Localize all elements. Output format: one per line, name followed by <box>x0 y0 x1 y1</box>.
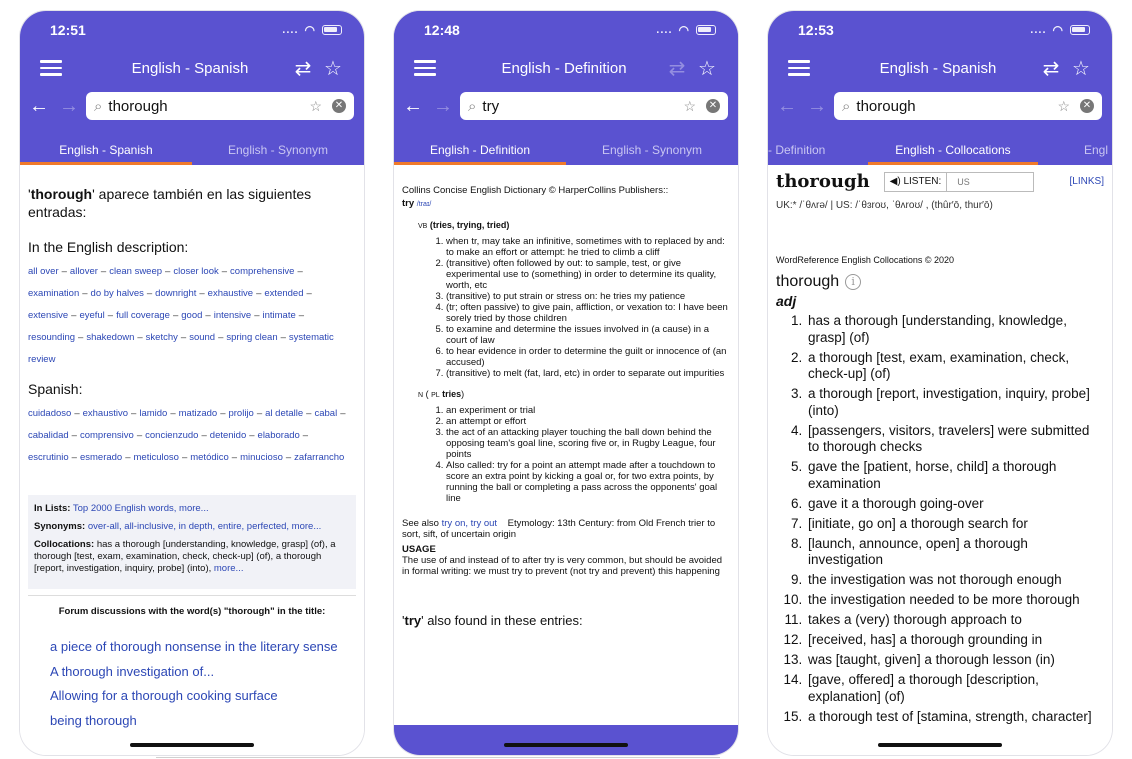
separator: – <box>306 408 312 419</box>
search-query[interactable]: thorough <box>108 97 168 115</box>
back-arrow-icon[interactable]: ← <box>403 94 423 117</box>
forum-link[interactable]: being thorough <box>50 712 137 728</box>
word-link[interactable]: exhaustive <box>207 288 254 299</box>
collocation-item: 10. the investigation needed to be more thorough <box>806 592 1104 609</box>
separator: – <box>181 452 188 463</box>
separator: – <box>254 310 260 321</box>
search-input[interactable] <box>834 92 1102 120</box>
battery-icon <box>322 25 342 35</box>
word-link[interactable]: meticuloso <box>133 452 179 463</box>
word-link[interactable]: comprensivo <box>79 430 134 441</box>
word-link[interactable]: extensive <box>28 310 69 321</box>
cellular-icon: .... <box>1030 24 1047 36</box>
word-link[interactable]: shakedown <box>86 332 135 343</box>
back-arrow-icon[interactable]: ← <box>29 94 49 117</box>
separator: – <box>285 452 292 463</box>
word-link[interactable]: cabal <box>314 408 338 419</box>
separator: – <box>218 332 224 343</box>
collocation-item: 8. [launch, announce, open] a thorough investigation <box>806 536 1104 569</box>
see-also-links[interactable]: try on, try out <box>441 518 498 529</box>
forward-arrow-icon[interactable]: → <box>59 94 79 117</box>
dictionary-title[interactable]: English - Definition <box>501 59 627 77</box>
separator: – <box>306 288 312 299</box>
separator: – <box>231 452 238 463</box>
search-query[interactable]: thorough <box>856 97 916 115</box>
search-row <box>394 87 738 125</box>
word-link[interactable]: systematic review <box>28 332 334 365</box>
word-link[interactable]: concienzudo <box>145 430 199 441</box>
separator: – <box>199 288 205 299</box>
status-time: 12:53 <box>798 22 834 38</box>
word-link[interactable]: matizado <box>178 408 218 419</box>
swap-languages-icon[interactable]: ⇄ <box>294 57 312 80</box>
menu-icon[interactable] <box>40 60 62 76</box>
collocation-item: 3. a thorough [report, investigation, inquiry, probe] (into) <box>806 386 1104 419</box>
noun-definition: 1. an experiment or trial <box>446 405 730 416</box>
cellular-icon: .... <box>282 24 299 36</box>
noun-definition: 2. an attempt or effort <box>446 416 730 427</box>
dictionary-tabs <box>768 135 1112 165</box>
word-link[interactable]: all over <box>28 266 59 277</box>
part-of-speech: adj <box>776 293 797 309</box>
search-icon: ⌕ <box>468 97 477 115</box>
tab-english-synonym[interactable]: English - Synonym <box>601 143 703 157</box>
collocation-item: 11. takes a (very) thorough approach to <box>806 612 1104 629</box>
collocation-item: 15. a thorough test of [stamina, strength, character] <box>806 709 1104 726</box>
collocation-item: 1. has a thorough [understanding, knowledge, grasp] (of) <box>806 313 1104 346</box>
divider <box>156 757 720 758</box>
word-link[interactable]: do by halves <box>90 288 144 299</box>
word-link[interactable]: intensive <box>213 310 252 321</box>
search-icon: ⌕ <box>94 97 103 115</box>
dictionary-tabs <box>20 135 364 165</box>
synonyms: Synonyms: over-all, all-inclusive, in depth, entire, perfected, more... <box>34 521 322 532</box>
verb-definition: 3. (transitive) to put strain or stress on: he tries my patience <box>446 291 730 302</box>
verb-definitions <box>402 236 730 379</box>
status-bar <box>394 11 738 49</box>
synonyms-link[interactable]: over-all, all-inclusive, in depth, entire, perfected, more... <box>87 521 322 532</box>
separator: – <box>125 452 131 463</box>
etymology: Etymology: 13th Century: from Old French trier to sort, sift, of uncertain origin <box>402 518 716 540</box>
also-found-heading: 'thorough' aparece también en las siguientes entradas: <box>28 186 312 220</box>
usage-heading: USAGE <box>402 544 436 555</box>
separator: – <box>100 266 107 277</box>
collocation-item: 4. [passengers, visitors, travelers] were submitted to thorough checks <box>806 423 1104 456</box>
search-input[interactable] <box>460 92 728 120</box>
phone-english-collocations <box>768 11 1112 755</box>
word-link[interactable]: metódico <box>190 452 229 463</box>
forward-arrow-icon[interactable]: → <box>807 94 827 117</box>
status-time: 12:51 <box>50 22 86 38</box>
info-icon[interactable]: i <box>845 274 861 290</box>
tab-english-collocations[interactable]: English - Collocations <box>868 135 1038 165</box>
verb-definition: 7. (transitive) to melt (fat, lard, etc) in order to separate out impurities <box>446 368 730 379</box>
battery-icon <box>1070 25 1090 35</box>
wifi-icon: ◠ <box>678 23 690 37</box>
noun-definition: 3. the act of an attacking player touching the ball down behind the opposing team's goal line, scoring five or, in Rugby League, four points <box>446 427 730 460</box>
speaker-icon: ◀) <box>889 175 901 187</box>
word-link[interactable]: comprehensive <box>230 266 295 277</box>
nav-bar <box>768 49 1112 87</box>
status-bar <box>768 11 1112 49</box>
separator: – <box>340 408 346 419</box>
wifi-icon: ◠ <box>304 23 316 37</box>
tab-english-spanish[interactable]: English - Spanish <box>20 135 192 165</box>
tab-english-next[interactable]: Engl <box>1083 143 1108 157</box>
dictionary-title[interactable]: English - Spanish <box>131 59 249 77</box>
word-link[interactable]: resounding <box>28 332 76 343</box>
dictionary-tabs <box>394 135 738 165</box>
source-credit: WordReference English Collocations © 2020 <box>776 255 955 265</box>
bookmark-star-icon[interactable]: ☆ <box>309 97 322 114</box>
usage-text: The use of and instead of to after try is very common, but should be avoided in formal writing: we must try to prevent (not try and prevent) this happening <box>402 555 723 577</box>
separator: – <box>256 408 263 419</box>
collocation-list <box>776 313 1104 725</box>
noun-heading: N ( PL tries) <box>418 389 465 399</box>
separator: – <box>249 430 255 441</box>
collocations: Collocations: has a thorough [understanding, knowledge, grasp] (of), a thorough [test, exam, examination, check, check-up] (of), a thorough [report, investigation, inquiry, probe] (into), more... <box>34 539 336 574</box>
separator: – <box>172 310 179 321</box>
status-bar <box>20 11 364 49</box>
status-time: 12:48 <box>424 22 460 38</box>
entry-header <box>776 171 1104 192</box>
word-link[interactable]: good <box>181 310 203 321</box>
separator: – <box>74 408 80 419</box>
separator: – <box>205 310 211 321</box>
accent-select[interactable]: US <box>957 176 970 187</box>
entry-headword: try /traɪ/ <box>402 198 432 209</box>
word-link[interactable]: downright <box>155 288 197 299</box>
home-indicator <box>878 743 1002 747</box>
word-link[interactable]: closer look <box>173 266 219 277</box>
see-also: See also try on, try out Etymology: 13th Century: from Old French trier to sort, sift, of uncertain origin <box>402 518 716 540</box>
noun-definitions <box>402 405 730 504</box>
top-bar <box>394 11 738 165</box>
separator: – <box>131 408 137 419</box>
pronunciation: UK:* /ˈθʌrə/ | US: /ˈθɜroʊ, ˈθʌroʊ/ , (thûr′ō, thur′ō) <box>776 200 993 211</box>
phone-english-spanish <box>20 11 364 755</box>
top-bar <box>20 11 364 165</box>
spanish-heading: Spanish: <box>28 381 83 397</box>
word-link[interactable]: al detalle <box>265 408 304 419</box>
word-link[interactable]: spring clean <box>226 332 278 343</box>
status-icons <box>282 23 342 37</box>
word-link[interactable]: eyeful <box>79 310 105 321</box>
listen-button[interactable]: ◀) LISTEN: <box>885 173 948 191</box>
results-content <box>20 165 364 755</box>
in-lists-link[interactable]: Top 2000 English words, more... <box>72 503 209 514</box>
separator: – <box>298 310 305 321</box>
collocations-content <box>768 165 1112 755</box>
separator: – <box>146 288 153 299</box>
word-link[interactable]: elaborado <box>257 430 300 441</box>
forum-link[interactable]: Allowing for a thorough cooking surface <box>50 688 278 703</box>
wifi-icon: ◠ <box>1052 23 1064 37</box>
collocation-item: 6. gave it a thorough going-over <box>806 496 1104 513</box>
verb-definition: 6. to hear evidence in order to determine the guilt or innocence of (an accused) <box>446 346 730 368</box>
battery-icon <box>696 25 716 35</box>
word-link[interactable]: exhaustivo <box>82 408 129 419</box>
word-link[interactable]: examination <box>28 288 80 299</box>
forum-links <box>28 617 356 733</box>
cellular-icon: .... <box>656 24 673 36</box>
nav-bar <box>394 49 738 87</box>
word-link[interactable]: prolijo <box>228 408 254 419</box>
separator: – <box>302 430 309 441</box>
search-row <box>768 87 1112 125</box>
verb-heading: VB (tries, trying, tried) <box>418 220 510 230</box>
separator: – <box>201 430 207 441</box>
collocation-headword: thorough i <box>776 273 1104 291</box>
tab-english-synonym[interactable]: English - Synonym <box>227 143 329 157</box>
search-input[interactable] <box>86 92 354 120</box>
back-arrow-icon[interactable]: ← <box>777 94 797 117</box>
favorite-star-icon[interactable]: ☆ <box>1072 57 1090 80</box>
top-bar <box>768 11 1112 165</box>
listen-control[interactable] <box>884 172 1035 192</box>
dictionary-title[interactable]: English - Spanish <box>879 59 997 77</box>
home-indicator <box>504 743 628 747</box>
menu-icon[interactable] <box>788 60 810 76</box>
word-link[interactable]: full coverage <box>116 310 170 321</box>
verb-definition: 1. when tr, may take an infinitive, sometimes with to replaced by and: to make an effort or attempt: he tried to climb a cliff <box>446 236 730 258</box>
separator: – <box>165 266 171 277</box>
word-link[interactable]: allover <box>69 266 98 277</box>
separator: – <box>71 310 77 321</box>
swap-languages-icon[interactable]: ⇄ <box>1042 57 1060 80</box>
tab-definition[interactable]: - Definition <box>768 143 826 157</box>
collocation-item: 9. the investigation was not thorough enough <box>806 572 1104 589</box>
english-description-heading: In the English description: <box>28 239 189 255</box>
separator: – <box>71 452 77 463</box>
word-link[interactable]: extended <box>264 288 304 299</box>
spanish-word-list <box>28 403 356 469</box>
search-icon: ⌕ <box>842 97 851 115</box>
bookmark-star-icon[interactable]: ☆ <box>1057 97 1070 114</box>
separator: – <box>136 430 143 441</box>
forward-arrow-icon[interactable]: → <box>433 94 453 117</box>
word-link[interactable]: cabalidad <box>28 430 69 441</box>
verb-definition: 4. (tr; often passive) to give pain, affliction, or vexation to: I have been sorely tried by those children <box>446 302 730 324</box>
separator: – <box>61 266 67 277</box>
collocation-item: 13. was [taught, given] a thorough lesson (in) <box>806 652 1104 669</box>
entry-headword: thorough <box>776 171 870 192</box>
favorite-star-icon[interactable]: ☆ <box>698 57 716 80</box>
english-word-list <box>28 261 356 371</box>
word-link[interactable]: cuidadoso <box>28 408 72 419</box>
also-found-heading: 'try' also found in these entries: <box>402 613 583 628</box>
swap-languages-icon[interactable]: ⇄ <box>668 57 686 80</box>
verb-definition: 5. to examine and determine the issues involved in (a cause) in a court of law <box>446 324 730 346</box>
word-link[interactable]: lamido <box>139 408 168 419</box>
favorite-star-icon[interactable]: ☆ <box>324 57 342 80</box>
phone-english-definition <box>394 11 738 755</box>
separator: – <box>221 266 228 277</box>
definition-content <box>394 165 738 725</box>
links-button[interactable]: [LINKS] <box>1069 176 1104 187</box>
separator: – <box>297 266 303 277</box>
clear-search-icon[interactable]: ✕ <box>706 99 720 113</box>
separator: – <box>78 332 84 343</box>
collocation-item: 7. [initiate, go on] a thorough search for <box>806 516 1104 533</box>
word-link[interactable]: intimate <box>262 310 296 321</box>
tab-english-definition[interactable]: English - Definition <box>394 135 566 165</box>
word-link[interactable]: zafarrancho <box>294 452 345 463</box>
noun-definition: 4. Also called: try for a point an attempt made after a touchdown to score an extra point by kicking a goal or, for two extra points, by running the ball or completing a pass across the opponents' goal line <box>446 460 730 504</box>
source-credit: Collins Concise English Dictionary © HarperCollins Publishers:: <box>402 185 669 196</box>
verb-definition: 2. (transitive) often followed by out: to sample, test, or give experimental use to (something) in order to determine its quality, worth, etc <box>446 258 730 291</box>
separator: – <box>107 310 114 321</box>
in-lists: In Lists: Top 2000 English words, more... <box>34 503 209 514</box>
word-link[interactable]: escrutinio <box>28 452 69 463</box>
status-icons <box>1030 23 1090 37</box>
word-link[interactable]: esmerado <box>79 452 123 463</box>
search-query[interactable]: try <box>482 97 500 115</box>
separator: – <box>180 332 187 343</box>
separator: – <box>82 288 88 299</box>
separator: – <box>71 430 77 441</box>
info-box <box>28 495 356 589</box>
home-indicator <box>130 743 254 747</box>
nav-bar <box>20 49 364 87</box>
clear-search-icon[interactable]: ✕ <box>332 99 346 113</box>
menu-icon[interactable] <box>414 60 436 76</box>
word-link[interactable]: sound <box>189 332 216 343</box>
word-link[interactable]: clean sweep <box>109 266 163 277</box>
separator: – <box>280 332 286 343</box>
forum-link[interactable]: A thorough investigation of... <box>50 663 215 679</box>
separator: – <box>256 288 262 299</box>
collocation-item: 12. [received, has] a thorough grounding in <box>806 632 1104 649</box>
word-link[interactable]: detenido <box>209 430 247 441</box>
separator: – <box>137 332 143 343</box>
clear-search-icon[interactable]: ✕ <box>1080 99 1094 113</box>
collocation-item: 14. [gave, offered] a thorough [description, explanation] (of) <box>806 672 1104 705</box>
word-link[interactable]: sketchy <box>145 332 178 343</box>
bookmark-star-icon[interactable]: ☆ <box>683 97 696 114</box>
word-link[interactable]: minucioso <box>240 452 283 463</box>
pronunciation[interactable]: /traɪ/ <box>416 201 432 208</box>
forum-link[interactable]: a piece of thorough nonsense in the literary sense <box>50 639 338 654</box>
collocation-item: 2. a thorough [test, exam, examination, check, check-up] (of) <box>806 350 1104 383</box>
separator: – <box>170 408 176 419</box>
forum-heading: Forum discussions with the word(s) "thorough" in the title: <box>28 595 356 617</box>
collocations-more-link[interactable]: more... <box>213 563 244 574</box>
collocation-item: 5. gave the [patient, horse, child] a thorough examination <box>806 459 1104 492</box>
separator: – <box>220 408 226 419</box>
status-icons <box>656 23 716 37</box>
search-row <box>20 87 364 125</box>
